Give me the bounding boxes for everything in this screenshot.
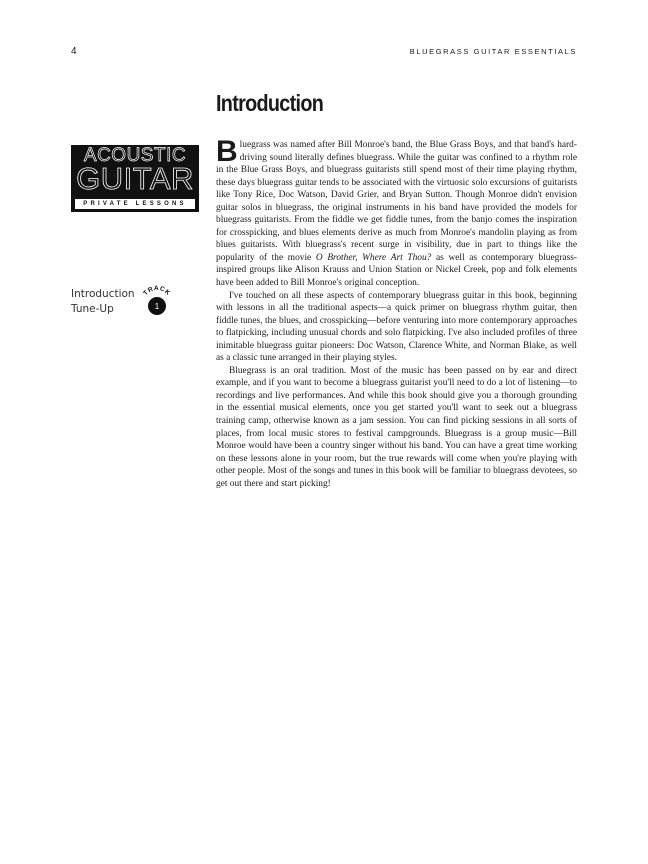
paragraph-3: Bluegrass is an oral tradition. Most of the music has been passed on by ear and direct example, and if you want to become a bluegrass guitarist you'll need to do a lot of listening—to recordings and live performances. And while this book should give you a thorough grounding in the essential musical elements, once you get started you'll want to seek out a bluegrass training camp, otherwise known as a jam session. You can find picking sessions in all sorts of places, from local music stores to festival campgrounds. Bluegrass is a group music—Bill Monroe would have been a country singer without his band. You can have a great time working on these lessons alone in your room, but the true rewards will come when you're playing with other people. Most of the songs and tunes in this book will be familiar to bluegrass devotees, so get out there and start picking! (216, 365, 577, 489)
running-head: BLUEGRASS GUITAR ESSENTIALS (409, 47, 577, 56)
logo-line-acoustic: ACOUSTIC (83, 145, 187, 166)
svg-text:TRACK (142, 285, 171, 297)
paragraph-2: I've touched on all these aspects of contemporary bluegrass guitar in this book, beginning with lessons in all the traditional aspects—a quick primer on bluegrass rhythm guitar, then fiddle tunes, the blues, and crosspicking—before venturing into more contemporary approaches to flatpicking, including unusual chords and solo flatpicking. I've also included profiles of three inimitable bluegrass guitar pioneers: Doc Watson, Clarence White, and Norman Blake, as well as a classic tune arranged in their playing styles. (216, 290, 577, 364)
drop-cap: B (216, 135, 238, 168)
page-title: Introduction (216, 90, 324, 116)
track-label-line-1: Introduction (71, 288, 135, 300)
logo-line-private-lessons: PRIVATE LESSONS (75, 199, 195, 209)
track-label (71, 287, 135, 317)
paragraph-1-text-b: as well as contemporary bluegrass-inspired groups like Alison Krauss and Union Station or Nickel Creek, pop and folk elements have been added to Bill Monroe's original conception. (216, 252, 577, 289)
movie-title: O Brother, Where Art Thou? (315, 252, 432, 263)
logo-line-guitar: GUITAR (76, 161, 194, 196)
paragraph-1 (216, 135, 577, 290)
body-text (216, 135, 577, 490)
page-number: 4 (71, 46, 77, 57)
track-badge-number: 1 (154, 302, 160, 311)
track-label-line-2: Tune-Up (71, 303, 114, 315)
track-badge-icon (137, 284, 177, 320)
paragraph-1-text-a: luegrass was named after Bill Monroe's band, the Blue Grass Boys, and that band's hard-driving sound literally defines bluegrass. While the guitar was confined to a rhythm role in the Blue Grass Boys, and bluegrass guitarists still spend most of their time playing rhythm, these days bluegrass guitar tends to be associated with the virtuosic solo excursions of guitarists like Tony Rice, Doc Watson, David Grier, and Bryan Sutton. Though Monroe didn't envision guitar solos in bluegrass, the original instruments in his band have provided the models for bluegrass guitarists. From the fiddle we get fiddle tunes, from the banjo comes the inspiration for crosspicking, and blues elements derive as much from Monroe's mandolin playing as from blues guitarists. With bluegrass's recent surge in visibility, due in part to things like the popularity of the movie (216, 140, 577, 263)
acoustic-guitar-logo (71, 145, 199, 212)
track-badge-word: TRACK (142, 284, 172, 298)
